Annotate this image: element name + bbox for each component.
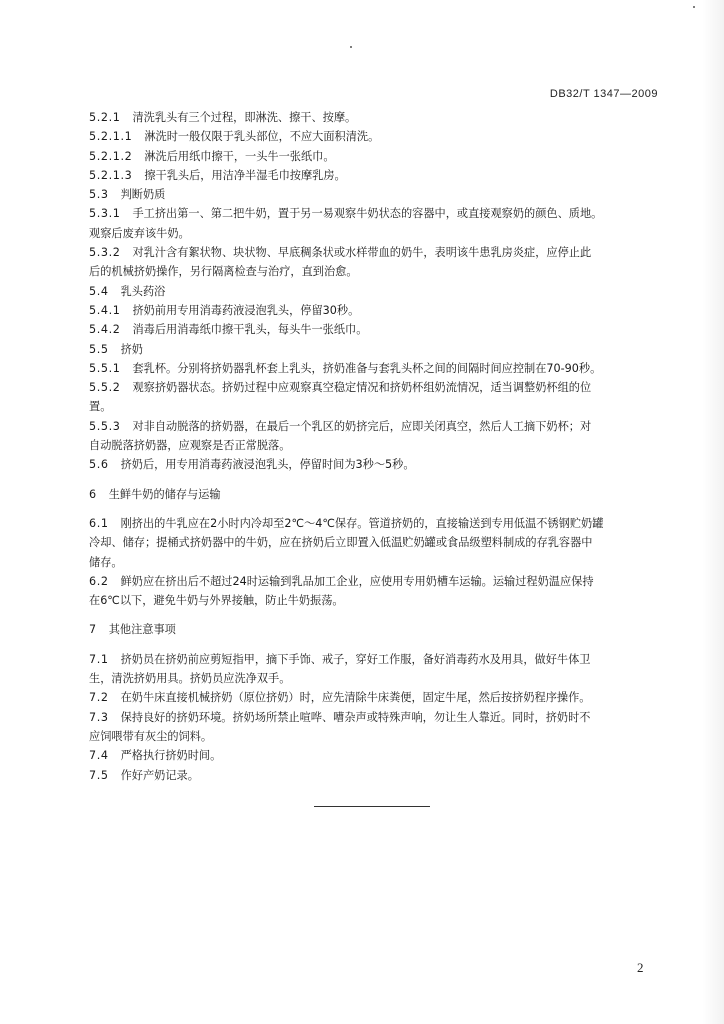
clause-line	[89, 378, 664, 397]
page-number: 2	[637, 960, 644, 975]
clause-text: 对非自动脱落的挤奶器，在最后一个乳区的奶挤完后，应即关闭真空，然后人工摘下奶杯；对	[132, 419, 592, 433]
section-gap	[89, 475, 664, 485]
clause-text: 刚挤出的牛乳应在2小时内冷却至2℃～4℃保存。管道挤奶的，直接输送到专用低温不锈钢贮奶罐	[120, 516, 604, 530]
clause-text: 置。	[89, 400, 112, 414]
clause-line	[89, 243, 664, 262]
clause-line	[89, 766, 664, 785]
clause-line	[89, 340, 664, 359]
scan-shadow	[702, 0, 724, 1024]
clause-continuation	[89, 533, 664, 552]
clause-text: 观察后废弃该牛奶。	[89, 226, 190, 240]
clause-number: 5.3	[89, 188, 109, 202]
clause-number: 5.2.1.1	[89, 130, 133, 144]
clause-text: 挤奶	[120, 342, 143, 356]
clause-text: 挤奶后，用专用消毒药液浸泡乳头，停留时间为3秒～5秒。	[120, 458, 415, 472]
clause-line	[89, 572, 664, 591]
clause-text: 作好产奶记录。	[120, 768, 199, 782]
clause-text: 乳头药浴	[120, 284, 166, 298]
clause-line	[89, 204, 664, 223]
clause-number: 6	[89, 487, 97, 501]
clause-number: 5.5.3	[89, 419, 121, 433]
clause-number: 7.5	[89, 768, 109, 782]
document-body	[89, 108, 664, 785]
clause-text: 后的机械挤奶操作，另行隔离检查与治疗，直到治愈。	[89, 265, 358, 279]
clause-text: 生鲜牛奶的储存与运输	[108, 487, 221, 501]
section-gap	[89, 610, 664, 620]
clause-continuation	[89, 262, 664, 281]
clause-text: 自动脱落挤奶器，应观察是否正常脱落。	[89, 439, 291, 453]
clause-text: 应饲喂带有灰尘的饲料。	[89, 729, 213, 743]
clause-text: 淋洗时一般仅限于乳头部位，不应大面积清洗。	[144, 130, 380, 144]
section-gap	[89, 504, 664, 514]
clause-number: 5.5.1	[89, 361, 121, 375]
clause-number: 6.2	[89, 574, 109, 588]
clause-line	[89, 455, 664, 474]
clause-line	[89, 127, 664, 146]
clause-text: 鲜奶应在挤出后不超过24时运输到乳品加工企业，应使用专用奶槽车运输。运输过程奶温应保持	[120, 574, 594, 588]
clause-text: 在奶牛床直接机械挤奶（原位挤奶）时，应先清除牛床粪便，固定牛尾，然后按挤奶程序操作。	[120, 691, 591, 705]
clause-number: 6.1	[89, 516, 109, 530]
clause-line	[89, 359, 664, 378]
clause-line	[89, 185, 664, 204]
clause-number: 7.4	[89, 749, 109, 763]
clause-text: 严格执行挤奶时间。	[120, 749, 222, 763]
clause-line	[89, 708, 664, 727]
clause-text: 挤奶员在挤奶前应剪短指甲，摘下手饰、戒子，穿好工作服，备好消毒药水及用具，做好牛体卫	[120, 652, 591, 666]
clause-number: 7.2	[89, 691, 109, 705]
scan-speck	[350, 46, 352, 48]
clause-line	[89, 514, 664, 533]
clause-line	[89, 417, 664, 436]
section-gap	[89, 640, 664, 650]
clause-continuation	[89, 436, 664, 455]
clause-text: 淋洗后用纸巾擦干，一头牛一张纸巾。	[144, 149, 335, 163]
clause-line	[89, 108, 664, 127]
end-rule	[314, 806, 430, 807]
clause-number: 5.3.1	[89, 207, 121, 221]
clause-number: 5.5	[89, 342, 109, 356]
clause-number: 7	[89, 623, 97, 637]
clause-line	[89, 650, 664, 669]
clause-number: 7.3	[89, 710, 109, 724]
clause-line	[89, 301, 664, 320]
clause-number: 5.6	[89, 458, 109, 472]
clause-number: 5.2.1	[89, 111, 121, 124]
clause-text: 生，清洗挤奶用具。挤奶员应洗净双手。	[89, 672, 291, 686]
clause-text: 擦干乳头后，用洁净半湿毛巾按摩乳房。	[144, 168, 346, 182]
clause-number: 5.2.1.3	[89, 168, 133, 182]
clause-continuation	[89, 669, 664, 688]
clause-line	[89, 620, 664, 639]
clause-text: 清洗乳头有三个过程，即淋洗、擦干、按摩。	[132, 111, 357, 124]
clause-text: 冷却、储存；提桶式挤奶器中的牛奶，应在挤奶后立即置入低温贮奶罐或食品级塑料制成的存乳容器中	[89, 536, 593, 550]
clause-number: 5.3.2	[89, 246, 121, 260]
clause-continuation	[89, 397, 664, 416]
clause-continuation	[89, 224, 664, 243]
clause-number: 5.4.2	[89, 323, 121, 337]
clause-line	[89, 166, 664, 185]
clause-text: 套乳杯。分别将挤奶器乳杯套上乳头，挤奶准备与套乳头杯之间的间隔时间应控制在70-90秒。	[132, 361, 602, 375]
clause-text: 消毒后用消毒纸巾擦干乳头，每头牛一张纸巾。	[132, 323, 368, 337]
clause-text: 手工挤出第一、第二把牛奶，置于另一易观察牛奶状态的容器中，或直接观察奶的颜色、质地。	[132, 207, 603, 221]
clause-text: 观察挤奶器状态。挤奶过程中应观察真空稳定情况和挤奶杯组奶流情况，适当调整奶杯组的位	[132, 381, 592, 395]
clause-text: 挤奶前用专用消毒药液浸泡乳头，停留30秒。	[132, 303, 360, 317]
clause-number: 7.1	[89, 652, 109, 666]
standard-code: DB32/T 1347—2009	[549, 88, 658, 100]
clause-text: 判断奶质	[120, 188, 166, 202]
clause-text: 保持良好的挤奶环境。挤奶场所禁止喧哗、嘈杂声或特殊声响，勿让生人靠近。同时，挤奶时不	[120, 710, 591, 724]
clause-line	[89, 485, 664, 504]
clause-text: 对乳汁含有絮状物、块状物、早底稠条状或水样带血的奶牛，表明该牛患乳房炎症，应停止此	[132, 246, 592, 260]
clause-number: 5.2.1.2	[89, 149, 133, 163]
clause-line	[89, 688, 664, 707]
clause-continuation	[89, 553, 664, 572]
clause-number: 5.5.2	[89, 381, 121, 395]
clause-line	[89, 147, 664, 166]
clause-text: 其他注意事项	[108, 623, 176, 637]
clause-text: 储存。	[89, 555, 123, 569]
clause-number: 5.4.1	[89, 303, 121, 317]
clause-line	[89, 320, 664, 339]
clause-number: 5.4	[89, 284, 109, 298]
clause-text: 在6℃以下，避免牛奶与外界接触，防止牛奶振荡。	[89, 594, 344, 608]
clause-line	[89, 282, 664, 301]
clause-continuation	[89, 591, 664, 610]
clause-continuation	[89, 727, 664, 746]
clause-line	[89, 746, 664, 765]
scan-speck	[693, 6, 695, 8]
